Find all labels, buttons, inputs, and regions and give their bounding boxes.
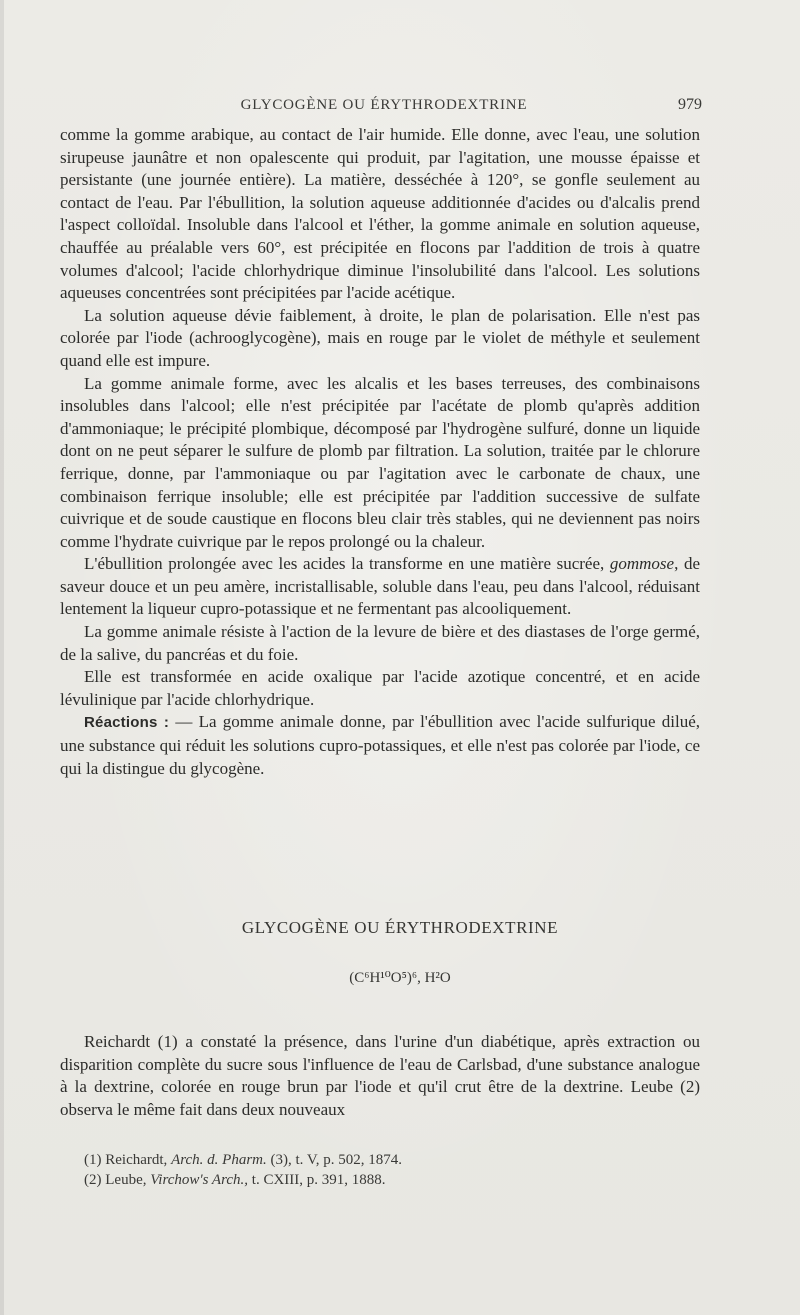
scan-edge-shadow: [0, 0, 4, 1315]
paragraph: Reichardt (1) a constaté la présence, dans l'urine d'un diabétique, après extraction ou disparition complète du sucre sous l'influence de l'eau de Carlsbad, d'une substance analogue à la dextrine, colorée en rouge brun par l'iode et qu'il crut être de la dextrine. Leube (2) observa le même fait dans deux nouveaux: [60, 1032, 700, 1119]
footnote-marker: (2): [84, 1172, 102, 1188]
footnote: [84, 1150, 684, 1170]
paragraph-text: L'ébullition prolongée avec les acides la transforme en une matière sucrée,: [84, 554, 610, 574]
paragraph: La gomme animale résiste à l'action de la levure de bière et des diastases de l'orge germé, de la salive, du pancréas et du foie.: [60, 622, 700, 664]
paragraph: Elle est transformée en acide oxalique par l'acide azotique concentré, et en acide lévulinique par l'acide chlorhydrique.: [60, 667, 700, 709]
footnote-marker: (1): [84, 1152, 102, 1168]
footnote-author: Reichardt,: [105, 1152, 168, 1168]
footnote-author: Leube,: [105, 1172, 147, 1188]
section-two-body: [60, 1031, 700, 1121]
reactions-label: Réactions :: [84, 714, 170, 732]
chemical-formula: (C⁶H¹⁰O⁵)⁶, H²O: [349, 970, 451, 986]
page-header: [66, 88, 702, 114]
footnote-details: t. CXIII, p. 391, 1888.: [251, 1172, 386, 1188]
paragraph: La gomme animale forme, avec les alcalis et les bases terreuses, des combinaisons insolubles dans l'alcool; elle n'est précipitée par l'acétate de plomb qu'après addition d'ammoniaque; le précipité plombique, décomposé par l'hydrogène sulfuré, donne un liquide dont on ne peut séparer le sulfure de plomb par filtration. La solution, traitée par le chlorure ferrique, donne, par l'ammoniaque ou par l'agitation avec le carbonate de chaux, une combinaison ferrique insoluble; elle est précipitée par l'addition successive de sulfate cuivrique et de soude caustique en flocons bleu clair très stables, qui ne deviennent pas noirs comme l'hydrate cuivrique par le repos prolongé ou la chaleur.: [60, 373, 700, 551]
paragraph-text: , de saveur douce et un peu amère, incristallisable, soluble dans l'eau, peu dans l'alcool, réduisant lentement la liqueur cupro-potassique et ne fermentant pas alcooliquement.: [60, 554, 700, 619]
section-heading: GLYCOGÈNE OU ÉRYTHRODEXTRINE: [241, 918, 559, 937]
footnote-source: Arch. d. Pharm.: [171, 1152, 267, 1168]
italic-term: gommose: [609, 554, 675, 574]
body-section: [60, 124, 700, 780]
paragraph: La solution aqueuse dévie faiblement, à droite, le plan de polarisation. Elle n'est pas colorée par l'iode (achrooglycogène), mais en rouge par le violet de méthyle et seulement quand elle est impure.: [60, 305, 700, 370]
paragraph: [60, 553, 700, 621]
footnotes: [84, 1150, 684, 1190]
paragraph-text: — La gomme animale donne, par l'ébullition avec l'acide sulfurique dilué, une substance qui réduit les solutions cupro-potassiques, et elle n'est pas colorée par l'iode, ce qui la distingue du glycogène.: [60, 712, 700, 778]
footnote-details: (3), t. V, p. 502, 1874.: [270, 1152, 403, 1168]
paragraph: [60, 711, 700, 780]
paragraph: comme la gomme arabique, au contact de l'air humide. Elle donne, avec l'eau, une solution sirupeuse jaunâtre et non opalescente qui produit, par l'agitation, une mousse épaisse et persistante (une journée entière). La matière, desséchée à 120°, se gonfle seulement au contact de l'eau. Par l'ébullition, la solution aqueuse additionnée d'acides ou d'alcalis prend l'aspect colloïdal. Insoluble dans l'alcool et l'éther, la gomme animale en solution aqueuse, chauffée au préalable vers 60°, est précipitée en flocons par l'addition de trois à quatre volumes d'alcool; l'acide chlorhydrique diminue l'insolubilité dans l'alcool. Les solutions aqueuses concentrées sont précipitées par l'acide acétique.: [60, 125, 700, 303]
page-number: 979: [678, 96, 702, 113]
footnote: [84, 1170, 684, 1190]
footnote-source: Virchow's Arch.,: [150, 1172, 249, 1188]
running-title: GLYCOGÈNE OU ÉRYTHRODEXTRINE: [240, 97, 528, 113]
